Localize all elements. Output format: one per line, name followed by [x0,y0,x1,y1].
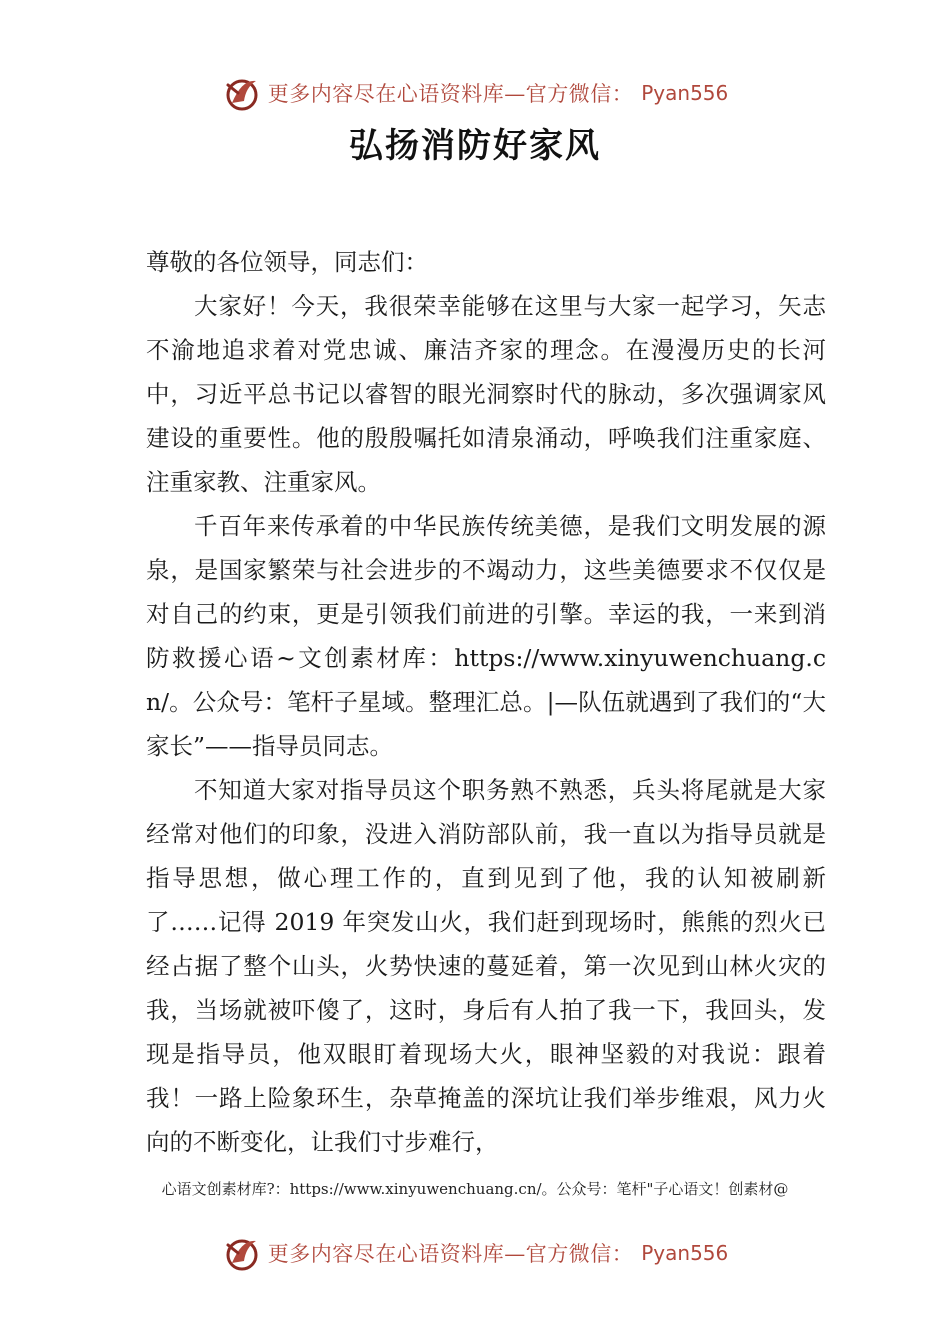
paragraph-2: 千百年来传承着的中华民族传统美德，是我们文明发展的源泉，是国家繁荣与社会进步的不竭动力，这些美德要求不仅仅是对自己的约束，更是引领我们前进的引擎。幸运的我，一来到消防救援心语~文创素材库：https://www.xinyuwenchuang.cn/。公众号：笔杆子星域。整理汇总。|—队伍就遇到了我们的“大家长”——指导员同志。 [146,512,826,760]
footer-banner [0,1228,950,1278]
red-seal-logo-icon [222,1233,262,1273]
paragraph-1: 大家好！今天，我很荣幸能够在这里与大家一起学习，矢志不渝地追求着对党忠诚、廉洁齐家的理念。在漫漫历史的长河中，习近平总书记以睿智的眼光洞察时代的脉动，多次强调家风建设的重要性。他的殷殷嘱托如清泉涌动，呼唤我们注重家庭、注重家教、注重家风。 [146,292,826,496]
header-banner-wechat-id: Pyan556 [641,81,729,105]
document-body [146,240,826,1164]
document-title: 弘扬消防好家风 [349,126,601,166]
salutation: 尊敬的各位领导，同志们： [146,248,428,276]
header-banner [0,68,950,118]
footer-banner-content [222,1233,729,1273]
red-seal-logo-icon [222,73,262,113]
footer-banner-wechat-id: Pyan556 [641,1241,729,1265]
footer-source-note: 心语文创素材库?：https://www.xinyuwenchuang.cn/。公众号：笔杆"子心语文！创素材@ [161,1180,789,1198]
footer-banner-text: 更多内容尽在心语资料库—官方微信： [267,1242,634,1266]
header-banner-content [222,73,729,113]
paragraph-3: 不知道大家对指导员这个职务熟不熟悉，兵头将尾就是大家经常对他们的印象，没进入消防部队前，我一直以为指导员就是指导思想，做心理工作的，直到见到了他，我的认知被刷新了……记得 2019 年突发山火，我们赶到现场时，熊熊的烈火已经占据了整个山头，火势快速的蔓延着，第一次见到山林火灾的我，当场就被吓傻了，这时，身后有人拍了我一下，我回头，发现是指导员，他双眼盯着现场大火，眼神坚毅的对我说：跟着我！一路上险象环生，杂草掩盖的深坑让我们举步维艰，风力火向的不断变化，让我们寸步难行， [146,776,826,1156]
header-banner-text: 更多内容尽在心语资料库—官方微信： [267,82,634,106]
